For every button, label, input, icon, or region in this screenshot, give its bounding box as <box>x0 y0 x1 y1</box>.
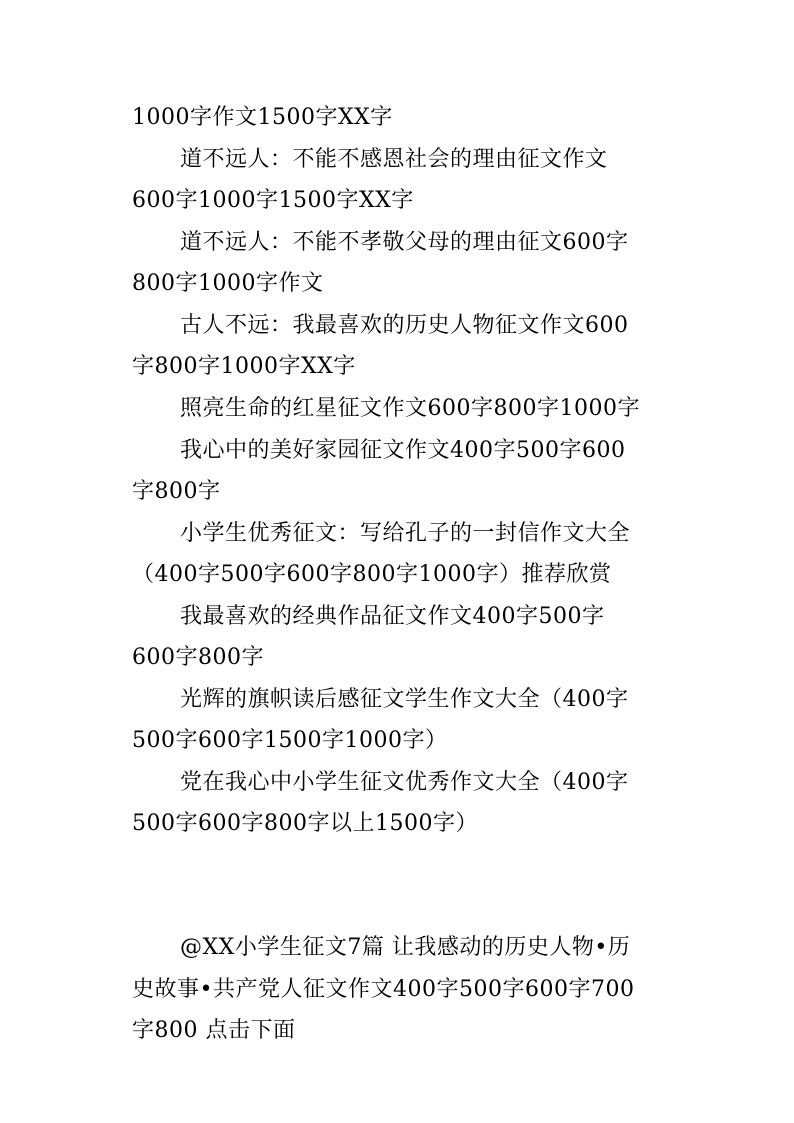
footer-text-line: 史故事•共产党人征文作文400字500字600字700 <box>132 977 635 1002</box>
text-line: 我心中的美好家园征文作文400字500字600 <box>180 438 626 463</box>
text-line: 600字1000字1500字XX字 <box>132 188 414 213</box>
text-line: 1000字作文1500字XX字 <box>132 105 393 130</box>
text-line: 我最喜欢的经典作品征文作文400字500字 <box>180 604 605 629</box>
footer-text-line: @XX小学生征文7篇 让我感动的历史人物•历 <box>180 935 631 960</box>
text-line: 照亮生命的红星征文作文600字800字1000字 <box>180 396 640 421</box>
text-line: 500字600字800字以上1500字） <box>132 811 478 836</box>
text-line: 古人不远：我最喜欢的历史人物征文作文600 <box>180 313 629 338</box>
text-line: 600字800字 <box>132 645 264 670</box>
text-line: 光辉的旗帜读后感征文学生作文大全（400字 <box>180 687 629 712</box>
text-line: 党在我心中小学生征文优秀作文大全（400字 <box>180 770 629 795</box>
text-line: 500字600字1500字1000字） <box>132 728 448 753</box>
text-line: 道不远人：不能不感恩社会的理由征文作文 <box>180 147 608 172</box>
text-line: （400字500字600字800字1000字）推荐欣赏 <box>132 562 612 587</box>
text-line: 道不远人：不能不孝敬父母的理由征文600字 <box>180 230 629 255</box>
text-line: 800字1000字作文 <box>132 271 324 296</box>
text-line: 字800字1000字XX字 <box>132 354 356 379</box>
text-line: 小学生优秀征文：写给孔子的一封信作文大全 <box>180 521 631 546</box>
footer-link-text[interactable]: 字800 点击下面 <box>132 1018 296 1043</box>
text-line: 字800字 <box>132 479 221 504</box>
